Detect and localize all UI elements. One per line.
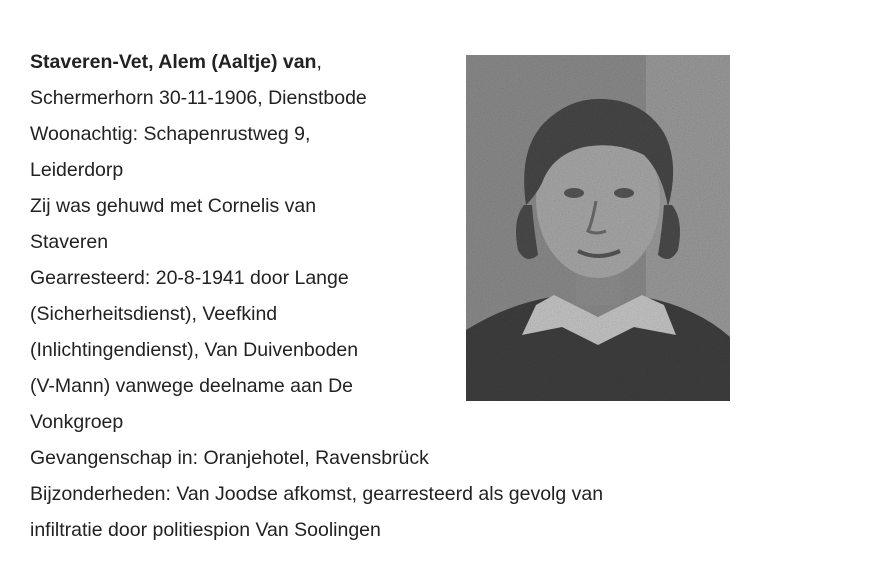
person-entry	[30, 44, 730, 548]
spouse-surname-line: Staveren	[30, 231, 109, 253]
spouse-line: Zij was gehuwd met Cornelis van	[30, 195, 317, 217]
details-line: Bijzonderheden: Van Joodse afkomst, gearresteerd als gevolg van	[30, 483, 604, 505]
person-name-suffix: ,	[316, 51, 322, 73]
portrait-photo-icon	[466, 55, 730, 401]
arrest-line-2: (Sicherheitsdienst), Veefkind	[30, 303, 278, 325]
person-name: Staveren-Vet, Alem (Aaltje) van	[30, 51, 317, 73]
arrest-line-5: Vonkgroep	[30, 411, 124, 433]
imprisonment-line: Gevangenschap in: Oranjehotel, Ravensbrück	[30, 447, 429, 469]
residence-city-line: Leiderdorp	[30, 159, 124, 181]
birth-line: Schermerhorn 30-11-1906, Dienstbode	[30, 87, 367, 109]
arrest-line-4: (V-Mann) vanwege deelname aan De	[30, 375, 354, 397]
portrait-photo	[466, 55, 730, 401]
arrest-line: Gearresteerd: 20-8-1941 door Lange	[30, 267, 349, 289]
arrest-line-3: (Inlichtingendienst), Van Duivenboden	[30, 339, 359, 361]
residence-line: Woonachtig: Schapenrustweg 9,	[30, 123, 311, 145]
details-line-2: infiltratie door politiespion Van Soolingen	[30, 519, 381, 541]
